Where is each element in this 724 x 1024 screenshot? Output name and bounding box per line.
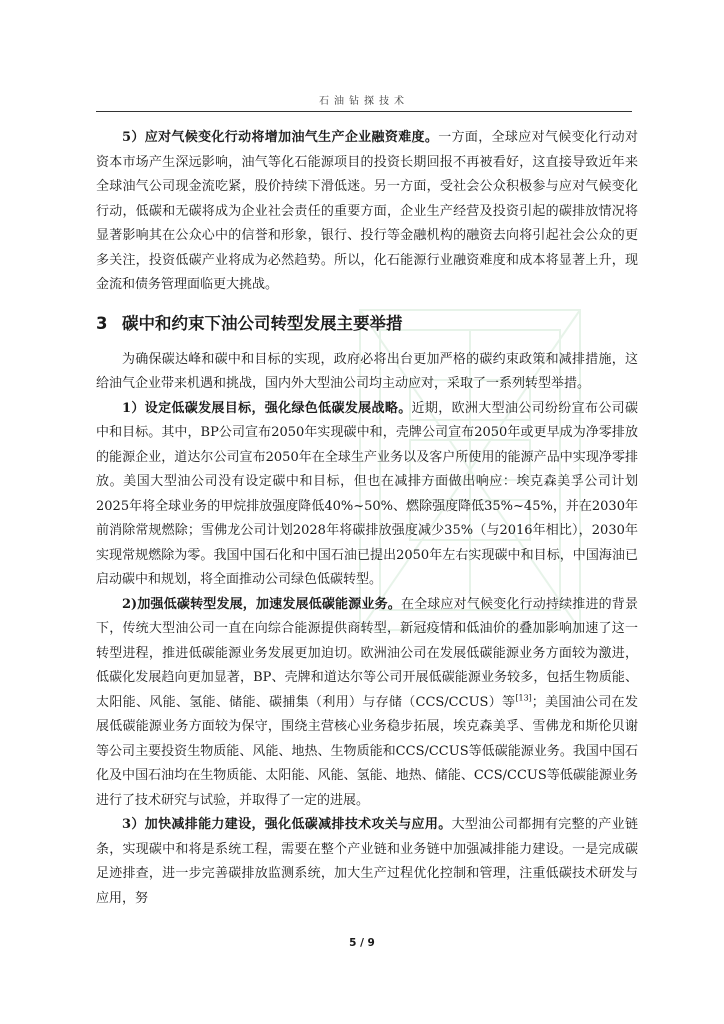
body-content [96, 126, 638, 911]
section-number: 3 [96, 313, 108, 333]
page-number: 5 / 9 [349, 937, 375, 949]
point-5-lead: 5）应对气候变化行动将增加油气生产企业融资难度。 [122, 130, 439, 145]
section-title: 碳中和约束下油公司转型发展主要举措 [122, 313, 403, 333]
header-divider [96, 111, 632, 112]
paragraph-item-2 [96, 593, 638, 814]
paragraph-item-3 [96, 813, 638, 911]
item-2-lead: 2)加强低碳转型发展，加速发展低碳能源业务。 [122, 596, 401, 612]
item-1-lead: 1）设定低碳发展目标，强化绿色低碳发展战略。 [122, 400, 412, 416]
running-header: 石油钻探技术 [319, 96, 409, 107]
section-intro: 为确保碳达峰和碳中和目标的实现，政府必将出台更加严格的碳约束政策和减排措施，这给油气企业带来机遇和挑战，国内外大型油公司均主动应对，采取了一系列转型举措。 [96, 351, 638, 391]
item-2-text: 在全球应对气候变化行动持续推进的背景下，传统大型油公司一直在向综合能源提供商转型，新冠疫情和低油价的叠加影响加速了这一转型进程，推进低碳能源业务发展更加迫切。欧洲油公司在发展低碳能源业务方面较为激进，低碳化发展趋向更加显著，BP、壳牌和道达尔等公司开展低碳能源业务较多，包括生物质能、太阳能、风能、氢能、储能、碳捕集（利用）与存储（CCS/CCUS）等 [96, 596, 638, 710]
citation-ref[interactable]: [13] [515, 693, 532, 703]
point-5-text: 一方面，全球应对气候变化行动对资本市场产生深远影响，油气等化石能源项目的投资长期回报不再被看好，这直接导致近年来全球油气公司现金流吃紧，股价持续下滑低迷。另一方面，受社会公众积极参与应对气候变化行动，低碳和无碳将成为企业社会责任的重要方面，企业生产经营及投资引起的碳排放情况将显著影响其在公众心中的信誉和形象，银行、投行等金融机构的融资去向将引起社会公众的更多关注，投资低碳产业将成为必然趋势。所以，化石能源行业融资难度和成本将显著上升，现金流和债务管理面临更大挑战。 [96, 130, 638, 292]
paragraph-point-5 [96, 126, 638, 298]
paragraph-item-1 [96, 397, 638, 593]
section-heading [96, 312, 638, 336]
item-3-text: 大型油公司都拥有完整的产业链条，实现碳中和将是系统工程，需要在整个产业链和业务链中加强减排能力建设。一是完成碳足迹排查，进一步完善碳排放监测系统，加大生产过程优化控制和管理，注重低碳技术研发与应用，努 [96, 817, 638, 906]
item-3-lead: 3）加快减排能力建设，强化低碳减排技术攻关与应用。 [122, 817, 452, 832]
item-1-text: 近期，欧洲大型油公司纷纷宣布公司碳中和目标。其中，BP公司宣布2050年实现碳中和，壳牌公司宣布2050年或更早成为净零排放的能源企业，道达尔公司宣布2050年在全球生产业务以及客户所使用的能源产品中实现净零排放。美国大型油公司没有设定碳中和目标，但也在减排方面做出响应：埃克森美孚公司计划2025年将全球业务的甲烷排放强度降低40%~50%、燃除强度降低35%~45%，并在2030年前消除常规燃除；雪佛龙公司计划2028年将碳排放强度减少35%（与2016年相比），2030年实现常规燃除为零。我国中国石化和中国石油已提出2050年左右实现碳中和目标，中国海油已启动碳中和规划，将全面推动公司绿色低碳转型。 [96, 400, 639, 587]
item-2-text-cont: ；美国油公司在发展低碳能源业务方面较为保守，围绕主营核心业务稳步拓展，埃克森美孚、雪佛龙和斯伦贝谢等公司主要投资生物质能、风能、地热、生物质能和CCS/CCUS等低碳能源业务。我国中国石化及中国石油均在生物质能、太阳能、风能、氢能、地热、储能、CCS/CCUS等低碳能源业务进行了技术研究与试验，并取得了一定的进展。 [96, 694, 638, 808]
